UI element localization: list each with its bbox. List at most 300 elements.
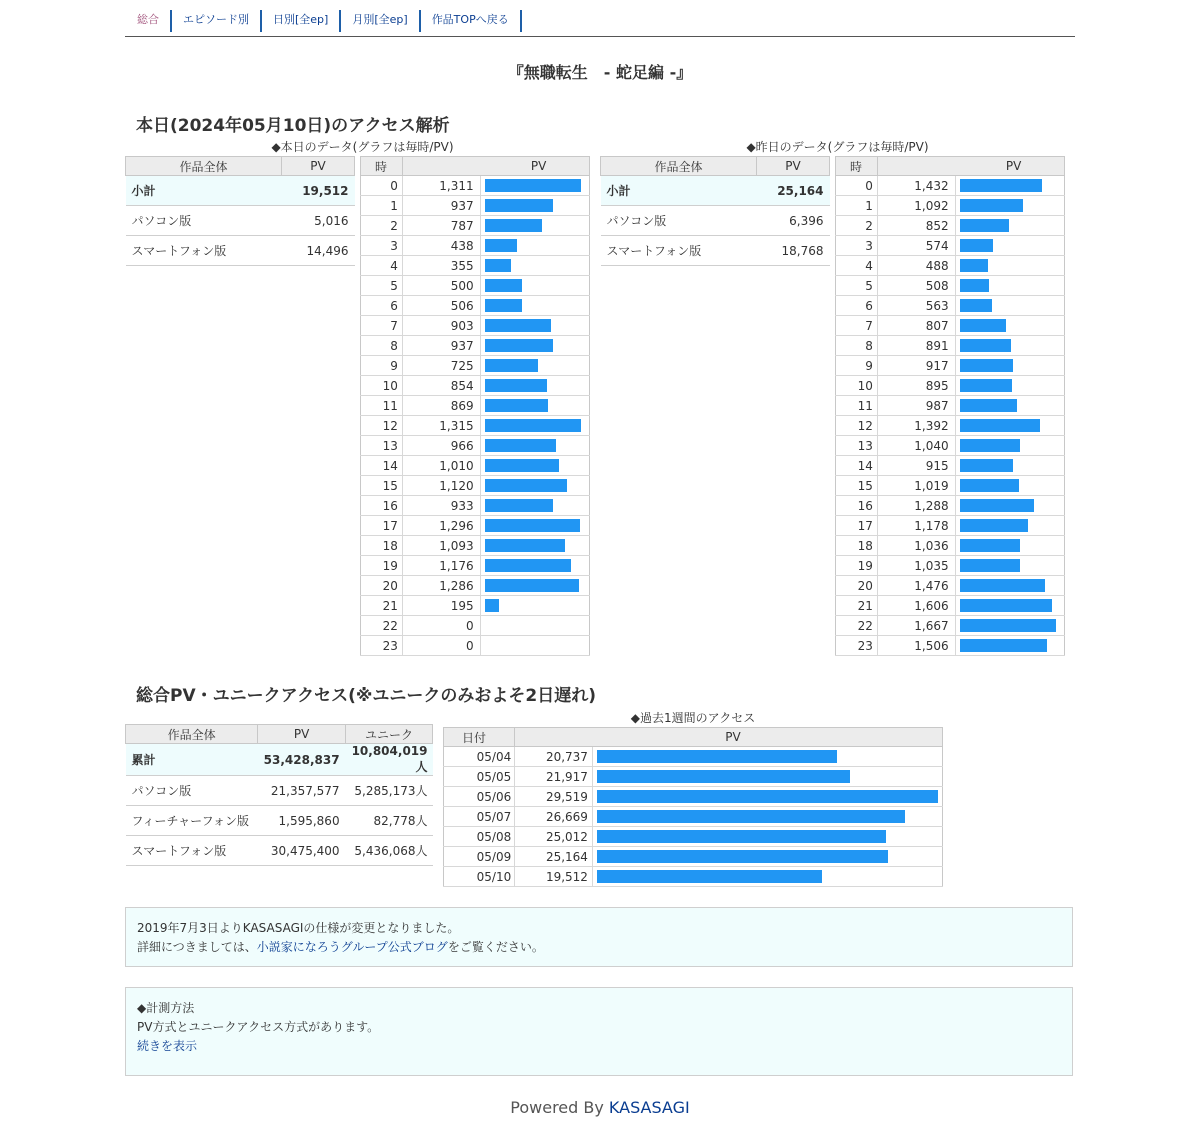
hour-label: 13: [361, 436, 403, 456]
notice-line2: [137, 938, 1072, 957]
hour-row: [361, 216, 590, 236]
hour-bar: [960, 559, 1020, 572]
hour-pv: 1,010: [402, 456, 480, 476]
hour-label: 3: [836, 236, 878, 256]
hour-row: [361, 436, 590, 456]
hour-row: [836, 596, 1065, 616]
hour-bar-cell: [480, 636, 589, 656]
hour-pv: 917: [877, 356, 955, 376]
hour-bar: [485, 319, 551, 332]
hour-bar-cell: [480, 176, 589, 196]
hour-bar: [485, 519, 580, 532]
hour-bar-cell: [480, 536, 589, 556]
hour-bar-cell: [955, 316, 1064, 336]
hour-bar-cell: [955, 496, 1064, 516]
nav-item-1[interactable]: [172, 10, 262, 32]
hour-pv: 355: [402, 256, 480, 276]
hour-label: 15: [361, 476, 403, 496]
hour-row: [836, 636, 1065, 656]
spec-change-notice: [125, 907, 1073, 967]
week-pv: 29,519: [515, 787, 593, 807]
hour-pv: 966: [402, 436, 480, 456]
hour-bar: [960, 619, 1056, 632]
total-access-table: [125, 724, 433, 866]
hour-bar-cell: [480, 256, 589, 276]
hour-pv: 508: [877, 276, 955, 296]
hour-bar: [485, 399, 548, 412]
hour-bar-cell: [480, 376, 589, 396]
hour-bar: [960, 199, 1023, 212]
week-bar-cell: [592, 787, 942, 807]
hour-bar: [960, 479, 1019, 492]
hour-pv: 854: [402, 376, 480, 396]
hour-bar: [485, 579, 579, 592]
hour-header-pv: PV: [877, 157, 1064, 176]
hour-pv: 895: [877, 376, 955, 396]
hour-bar-cell: [955, 176, 1064, 196]
hour-bar-cell: [480, 516, 589, 536]
hour-pv: 1,040: [877, 436, 955, 456]
hour-label: 6: [836, 296, 878, 316]
summary-label: スマートフォン版: [126, 236, 282, 266]
hour-label: 12: [361, 416, 403, 436]
summary-row: [601, 206, 830, 236]
hour-label: 23: [836, 636, 878, 656]
hour-bar: [960, 499, 1034, 512]
hour-bar: [485, 219, 542, 232]
hour-label: 0: [836, 176, 878, 196]
hour-pv: 903: [402, 316, 480, 336]
hour-bar: [485, 179, 581, 192]
hour-row: [836, 336, 1065, 356]
hour-pv: 1,315: [402, 416, 480, 436]
hour-label: 14: [836, 456, 878, 476]
hour-row: [361, 576, 590, 596]
hour-row: [836, 316, 1065, 336]
week-row: [444, 747, 943, 767]
hour-label: 9: [361, 356, 403, 376]
hour-pv: 1,311: [402, 176, 480, 196]
hour-bar-cell: [955, 436, 1064, 456]
hour-pv: 1,120: [402, 476, 480, 496]
hour-pv: 506: [402, 296, 480, 316]
hour-bar: [960, 419, 1040, 432]
hour-label: 2: [836, 216, 878, 236]
nav-link-1[interactable]: エピソード別: [183, 13, 249, 26]
hour-row: [836, 456, 1065, 476]
hour-label: 18: [836, 536, 878, 556]
hour-bar-cell: [480, 576, 589, 596]
hour-header-hour: 時: [361, 157, 403, 176]
hour-bar-cell: [955, 516, 1064, 536]
hour-row: [361, 316, 590, 336]
hour-pv: 1,606: [877, 596, 955, 616]
hour-bar-cell: [955, 596, 1064, 616]
week-bar: [597, 850, 888, 863]
hour-label: 5: [361, 276, 403, 296]
nav-link-3[interactable]: 月別[全ep]: [352, 13, 408, 26]
hour-bar: [960, 299, 992, 312]
week-bar: [597, 790, 938, 803]
week-bar-cell: [592, 867, 942, 887]
summary-header-pv: PV: [757, 157, 830, 176]
hour-bar-cell: [480, 336, 589, 356]
hour-row: [836, 396, 1065, 416]
hour-bar-cell: [955, 396, 1064, 416]
hour-bar: [485, 539, 565, 552]
week-bar: [597, 750, 837, 763]
method-title: ◆計測方法: [137, 1001, 195, 1015]
hour-header-pv: PV: [402, 157, 589, 176]
hour-pv: 987: [877, 396, 955, 416]
week-bar-cell: [592, 767, 942, 787]
summary-label: スマートフォン版: [601, 236, 757, 266]
week-bar-cell: [592, 747, 942, 767]
week-pv: 19,512: [515, 867, 593, 887]
total-row: [126, 836, 433, 866]
hour-bar-cell: [955, 576, 1064, 596]
hour-label: 13: [836, 436, 878, 456]
hour-bar: [960, 219, 1009, 232]
week-date: 05/09: [444, 847, 515, 867]
hour-bar: [960, 539, 1020, 552]
hour-pv: 869: [402, 396, 480, 416]
hour-bar: [485, 439, 556, 452]
summary-label: 小計: [601, 176, 757, 206]
hour-pv: 195: [402, 596, 480, 616]
summary-label: パソコン版: [601, 206, 757, 236]
hour-label: 7: [836, 316, 878, 336]
hour-pv: 0: [402, 616, 480, 636]
hour-row: [361, 196, 590, 216]
hour-label: 22: [361, 616, 403, 636]
week-pv: 20,737: [515, 747, 593, 767]
hour-pv: 937: [402, 336, 480, 356]
total-pv: 21,357,577: [258, 776, 346, 806]
total-section-title: 総合PV・ユニークアクセス(※ユニークのみおよそ2日遅れ): [136, 686, 596, 706]
hour-row: [361, 356, 590, 376]
hour-label: 1: [361, 196, 403, 216]
hour-bar-cell: [480, 236, 589, 256]
total-pv: 53,428,837: [258, 744, 346, 776]
hour-row: [836, 516, 1065, 536]
hour-label: 1: [836, 196, 878, 216]
summary-header-work: 作品全体: [601, 157, 757, 176]
week-bar: [597, 830, 886, 843]
hour-bar-cell: [955, 296, 1064, 316]
official-blog-link[interactable]: 小説家になろうグループ公式ブログ: [256, 940, 448, 954]
hour-bar: [960, 379, 1012, 392]
hour-bar: [485, 259, 511, 272]
week-bar-cell: [592, 847, 942, 867]
hour-bar-cell: [955, 416, 1064, 436]
hour-row: [361, 376, 590, 396]
yesterday-summary-table: [600, 156, 830, 266]
yesterday-hourly-table: [835, 156, 1065, 656]
total-label: 累計: [126, 744, 258, 776]
hour-label: 19: [836, 556, 878, 576]
nav-link-4[interactable]: 作品TOPへ戻る: [431, 13, 509, 26]
hour-row: [836, 296, 1065, 316]
nav-item-0[interactable]: 総合: [125, 10, 172, 32]
hour-pv: 488: [877, 256, 955, 276]
total-unique: 5,436,068人: [346, 836, 433, 866]
hour-pv: 1,092: [877, 196, 955, 216]
hour-bar: [960, 399, 1017, 412]
hour-bar: [960, 599, 1052, 612]
hour-bar-cell: [480, 356, 589, 376]
hour-label: 4: [836, 256, 878, 276]
summary-row: [126, 236, 355, 266]
hour-bar-cell: [480, 196, 589, 216]
summary-row: [601, 236, 830, 266]
hour-row: [361, 276, 590, 296]
hour-bar: [485, 479, 567, 492]
hour-row: [836, 536, 1065, 556]
hour-pv: 1,178: [877, 516, 955, 536]
hour-row: [361, 296, 590, 316]
hour-label: 16: [361, 496, 403, 516]
summary-row: [126, 206, 355, 236]
total-header-work: 作品全体: [126, 725, 258, 744]
hour-pv: 1,036: [877, 536, 955, 556]
today-summary-table: [125, 156, 355, 266]
hour-row: [836, 256, 1065, 276]
week-bar: [597, 770, 850, 783]
hour-bar: [485, 359, 538, 372]
hour-row: [361, 336, 590, 356]
summary-pv: 6,396: [757, 206, 830, 236]
week-pv: 21,917: [515, 767, 593, 787]
week-bar: [597, 810, 905, 823]
footer-prefix: Powered By: [510, 1098, 609, 1117]
week-row: [444, 807, 943, 827]
hour-bar-cell: [480, 216, 589, 236]
measurement-method-box: [125, 987, 1073, 1076]
hour-bar: [960, 279, 989, 292]
hour-bar: [485, 339, 553, 352]
hour-bar-cell: [480, 316, 589, 336]
hour-row: [361, 536, 590, 556]
hour-label: 18: [361, 536, 403, 556]
week-pv: 25,164: [515, 847, 593, 867]
total-unique: 10,804,019人: [346, 744, 433, 776]
total-header-unique: ユニーク: [346, 725, 433, 744]
nav-item-4[interactable]: [421, 10, 522, 32]
hour-pv: 1,432: [877, 176, 955, 196]
method-text: PV方式とユニークアクセス方式があります。: [137, 1020, 380, 1034]
hour-pv: 1,286: [402, 576, 480, 596]
notice-line1: 2019年7月3日よりKASASAGIの仕様が変更となりました。: [137, 921, 460, 935]
hour-bar-cell: [480, 476, 589, 496]
summary-pv: 19,512: [282, 176, 355, 206]
hour-bar: [485, 239, 517, 252]
hour-label: 6: [361, 296, 403, 316]
hour-bar-cell: [955, 636, 1064, 656]
hour-bar: [960, 519, 1028, 532]
hour-bar-cell: [480, 456, 589, 476]
hour-label: 5: [836, 276, 878, 296]
hour-label: 11: [361, 396, 403, 416]
summary-label: 小計: [126, 176, 282, 206]
week-header-date: 日付: [444, 728, 515, 747]
hour-label: 20: [361, 576, 403, 596]
today-caption: ◆本日のデータ(グラフは毎時/PV): [271, 140, 454, 154]
summary-pv: 14,496: [282, 236, 355, 266]
week-bar-cell: [592, 827, 942, 847]
hour-pv: 933: [402, 496, 480, 516]
summary-label: パソコン版: [126, 206, 282, 236]
hour-pv: 1,035: [877, 556, 955, 576]
yesterday-caption: ◆昨日のデータ(グラフは毎時/PV): [746, 140, 929, 154]
hour-bar: [485, 279, 522, 292]
hour-bar: [485, 379, 547, 392]
hour-pv: 1,392: [877, 416, 955, 436]
hour-row: [361, 396, 590, 416]
hour-pv: 0: [402, 636, 480, 656]
hour-pv: 915: [877, 456, 955, 476]
hour-label: 23: [361, 636, 403, 656]
hour-bar-cell: [480, 496, 589, 516]
hour-label: 22: [836, 616, 878, 636]
week-pv: 25,012: [515, 827, 593, 847]
hour-bar: [485, 559, 571, 572]
hour-row: [836, 476, 1065, 496]
hour-pv: 807: [877, 316, 955, 336]
weekly-access-table: [443, 727, 943, 887]
hour-label: 21: [361, 596, 403, 616]
nav-link-2[interactable]: 日別[全ep]: [273, 13, 329, 26]
hour-bar-cell: [955, 276, 1064, 296]
nav-item-3[interactable]: [341, 10, 420, 32]
hour-pv: 787: [402, 216, 480, 236]
hour-bar: [960, 239, 993, 252]
hour-label: 7: [361, 316, 403, 336]
hour-row: [361, 636, 590, 656]
hour-pv: 1,093: [402, 536, 480, 556]
week-date: 05/06: [444, 787, 515, 807]
total-pv: 30,475,400: [258, 836, 346, 866]
notice-line2-prefix: 詳細につきましては、: [137, 940, 257, 954]
hour-row: [836, 416, 1065, 436]
hour-pv: 438: [402, 236, 480, 256]
hour-row: [836, 236, 1065, 256]
hour-bar-cell: [480, 436, 589, 456]
hour-bar: [960, 439, 1020, 452]
hour-pv: 725: [402, 356, 480, 376]
hour-row: [361, 516, 590, 536]
hour-row: [836, 276, 1065, 296]
hour-bar: [960, 639, 1047, 652]
hour-label: 10: [361, 376, 403, 396]
summary-header-pv: PV: [282, 157, 355, 176]
total-row: [126, 744, 433, 776]
hour-bar-cell: [955, 536, 1064, 556]
kasasagi-link[interactable]: KASASAGI: [608, 1098, 690, 1117]
hour-bar-cell: [955, 556, 1064, 576]
week-bar: [597, 870, 822, 883]
notice-line2-suffix: をご覧ください。: [447, 940, 544, 954]
hour-label: 10: [836, 376, 878, 396]
hour-label: 17: [361, 516, 403, 536]
footer: [0, 1098, 1200, 1117]
hour-bar-cell: [955, 196, 1064, 216]
hour-row: [361, 416, 590, 436]
hour-bar-cell: [955, 356, 1064, 376]
today-section-title: 本日(2024年05月10日)のアクセス解析: [136, 116, 450, 136]
hour-label: 19: [361, 556, 403, 576]
hour-pv: 852: [877, 216, 955, 236]
hour-pv: 1,176: [402, 556, 480, 576]
hour-row: [836, 376, 1065, 396]
total-unique: 82,778人: [346, 806, 433, 836]
week-pv: 26,669: [515, 807, 593, 827]
total-pv: 1,595,860: [258, 806, 346, 836]
hour-pv: 574: [877, 236, 955, 256]
show-more-link[interactable]: 続きを表示: [137, 1039, 198, 1053]
hour-row: [836, 576, 1065, 596]
hour-bar: [485, 299, 522, 312]
hour-row: [836, 436, 1065, 456]
total-header-pv: PV: [258, 725, 346, 744]
hour-label: 8: [836, 336, 878, 356]
hour-bar: [485, 599, 499, 612]
summary-pv: 18,768: [757, 236, 830, 266]
total-label: パソコン版: [126, 776, 258, 806]
week-row: [444, 847, 943, 867]
hour-bar: [485, 199, 553, 212]
summary-pv: 25,164: [757, 176, 830, 206]
hour-row: [361, 496, 590, 516]
hour-label: 17: [836, 516, 878, 536]
hour-bar: [485, 459, 559, 472]
week-row: [444, 767, 943, 787]
hour-bar: [960, 259, 988, 272]
hour-bar-cell: [955, 376, 1064, 396]
hour-pv: 1,476: [877, 576, 955, 596]
week-date: 05/07: [444, 807, 515, 827]
hour-bar-cell: [955, 476, 1064, 496]
hour-header-hour: 時: [836, 157, 878, 176]
week-bar-cell: [592, 807, 942, 827]
hour-row: [836, 196, 1065, 216]
hour-label: 14: [361, 456, 403, 476]
week-caption: ◆過去1週間のアクセス: [630, 711, 756, 725]
hour-row: [836, 356, 1065, 376]
hour-bar: [960, 359, 1013, 372]
hour-bar: [960, 319, 1006, 332]
hour-row: [361, 456, 590, 476]
hour-pv: 1,667: [877, 616, 955, 636]
hour-row: [361, 176, 590, 196]
week-row: [444, 827, 943, 847]
hour-bar: [960, 459, 1013, 472]
hour-label: 8: [361, 336, 403, 356]
hour-label: 15: [836, 476, 878, 496]
hour-row: [836, 216, 1065, 236]
nav-list: [125, 10, 1075, 32]
hour-bar-cell: [480, 556, 589, 576]
hour-bar-cell: [480, 276, 589, 296]
hour-bar-cell: [480, 416, 589, 436]
hour-row: [836, 556, 1065, 576]
nav-item-2[interactable]: [262, 10, 341, 32]
week-date: 05/08: [444, 827, 515, 847]
hour-bar-cell: [955, 236, 1064, 256]
hour-label: 12: [836, 416, 878, 436]
hour-label: 4: [361, 256, 403, 276]
hour-label: 21: [836, 596, 878, 616]
